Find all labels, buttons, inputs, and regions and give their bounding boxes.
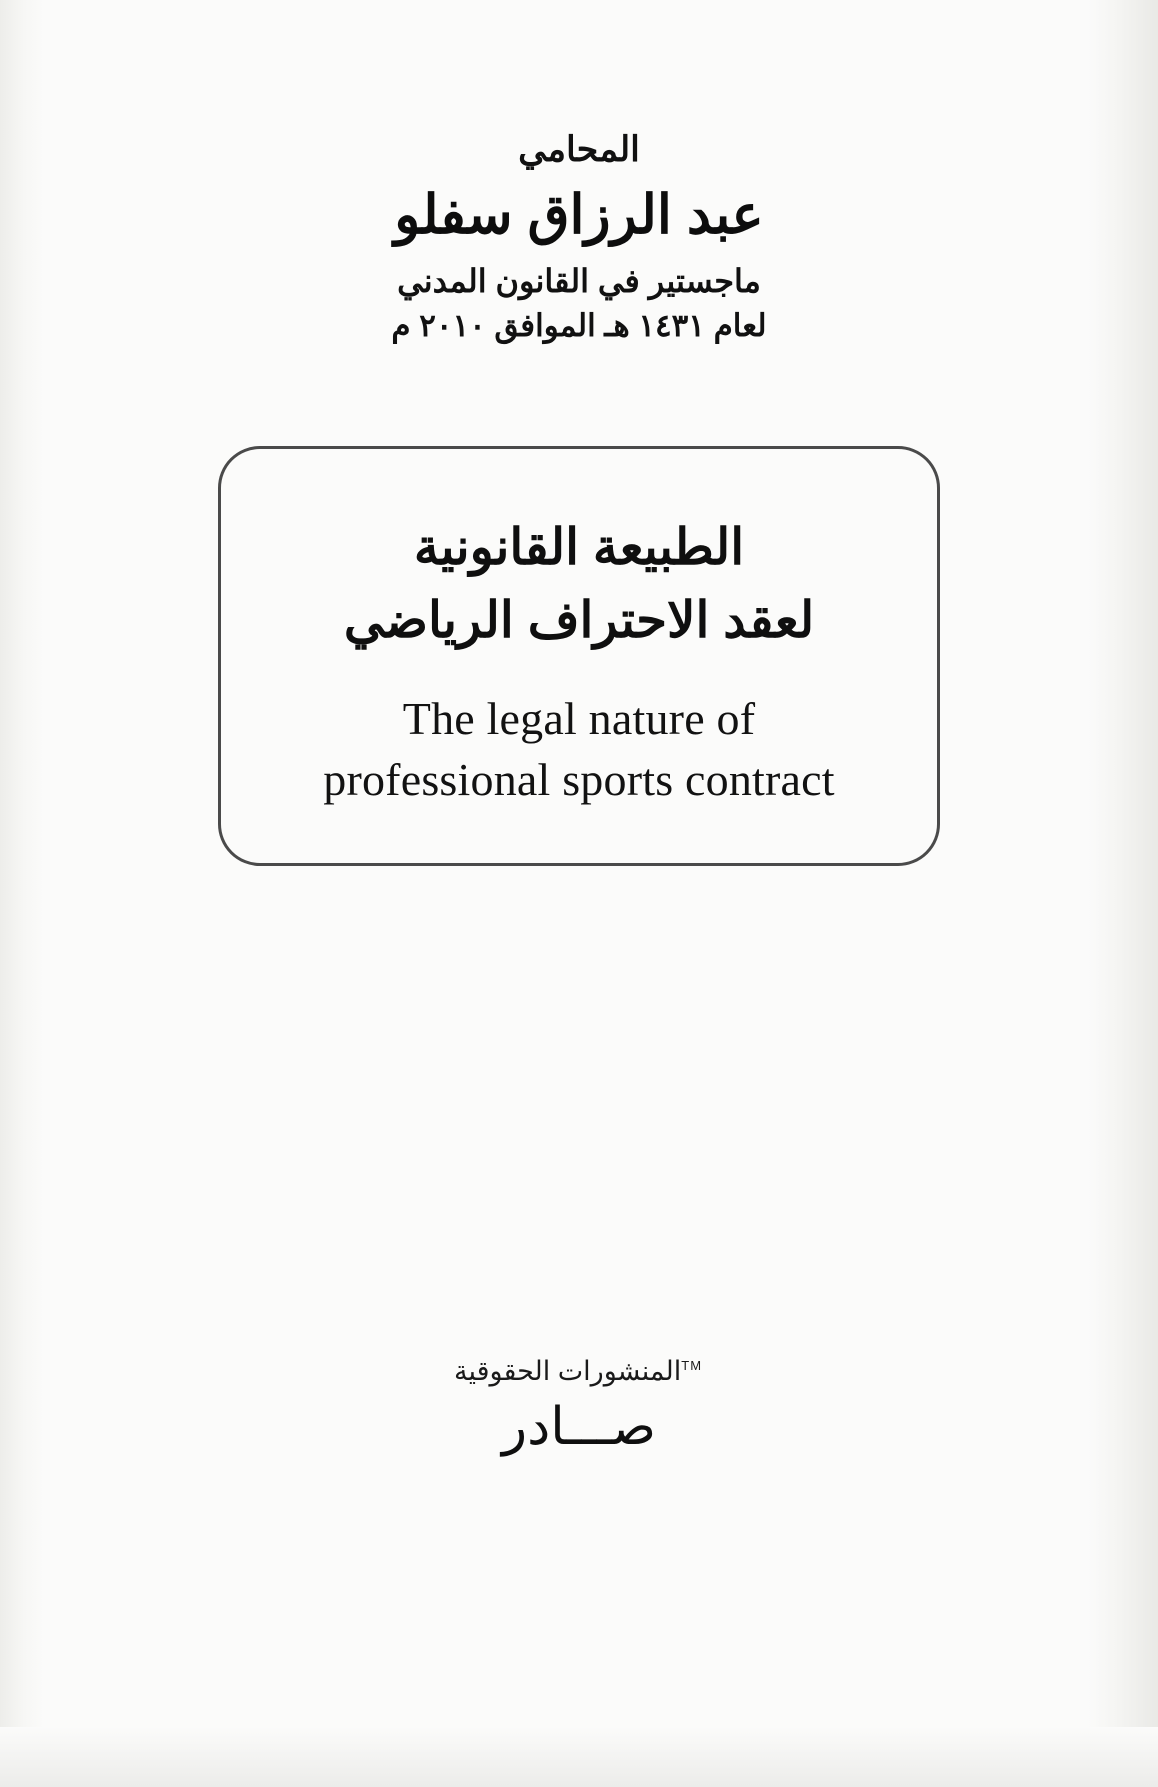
author-name: عبد الرزاق سفلو — [394, 184, 764, 245]
publisher-name: صـــادر — [502, 1398, 656, 1456]
publisher-block — [0, 1356, 1158, 1457]
title-arabic-line-1: الطبيعة القانونية — [413, 518, 745, 575]
title-english-line-2: professional sports contract — [323, 753, 835, 805]
title-box — [218, 446, 940, 866]
publisher-imprint: المنشورات الحقوقية — [453, 1356, 682, 1386]
author-year: لعام ١٤٣١ هـ الموافق ٢٠١٠ م — [391, 308, 767, 344]
author-role: المحامي — [518, 130, 640, 169]
author-block — [391, 128, 766, 346]
author-degree: ماجستير في القانون المدني — [397, 263, 761, 300]
title-arabic-line-2: لعقد الاحتراف الرياضي — [343, 592, 815, 649]
title-english — [323, 689, 834, 810]
publisher-imprint-line — [454, 1356, 704, 1387]
trademark-icon: TM — [681, 1358, 703, 1373]
title-english-line-1: The legal nature of — [402, 692, 756, 744]
